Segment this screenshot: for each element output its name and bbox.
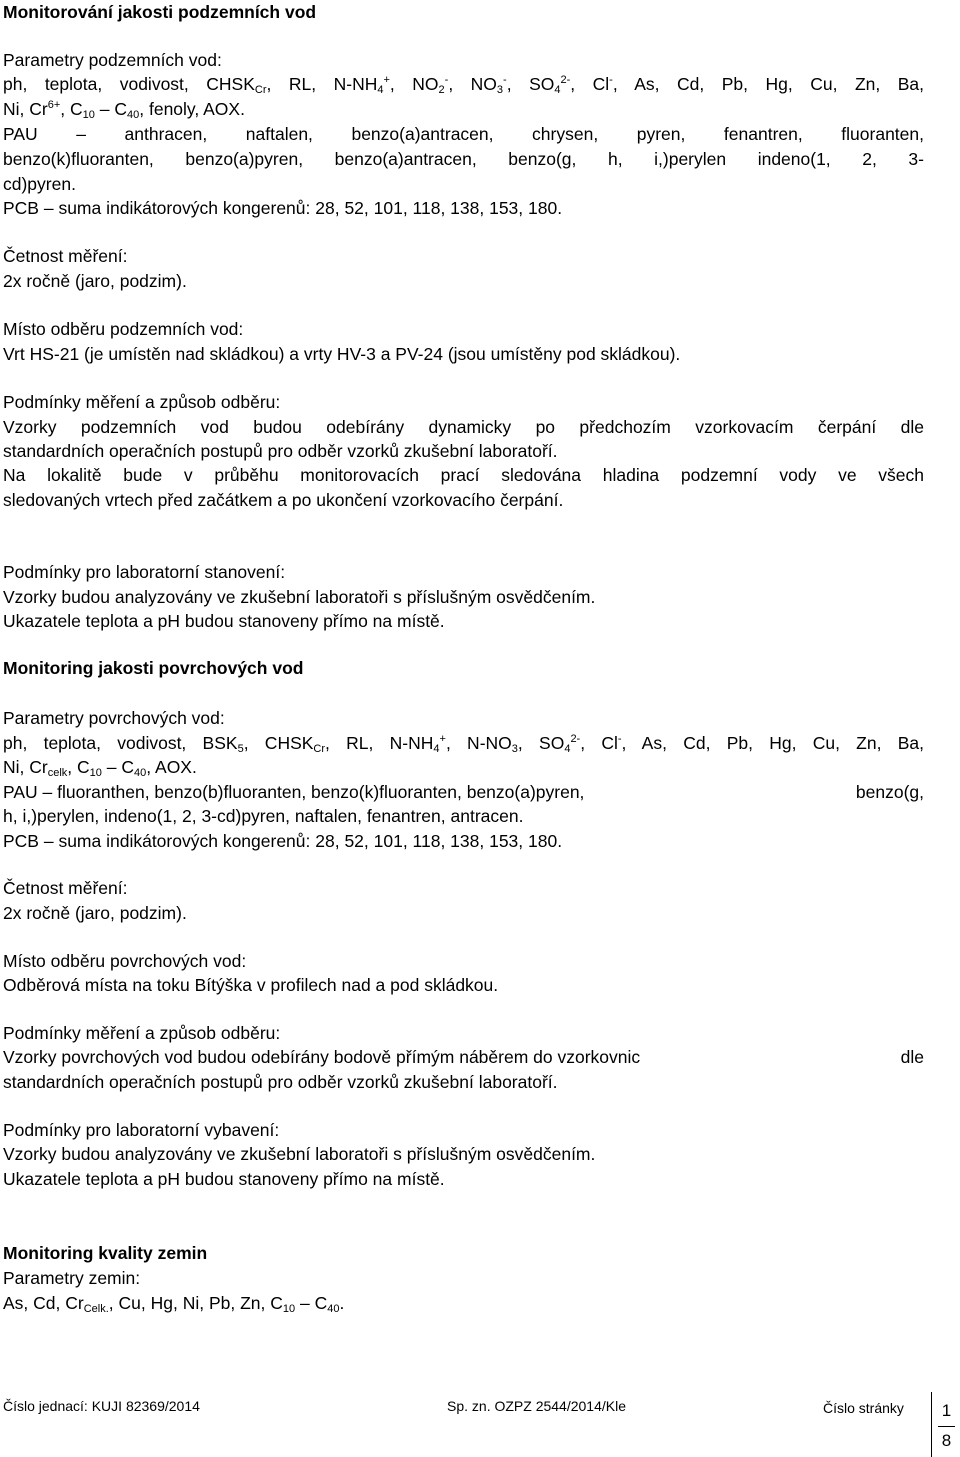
groundwater-conditions-line2: standardních operačních postupů pro odběr vzorků zkušební laboratoří. bbox=[3, 441, 558, 461]
groundwater-conditions-line1: Vzorky podzemních vod budou odebírány dynamicky po předchozím vzorkovacím čerpání dle bbox=[3, 417, 924, 437]
surface-frequency-label: Četnost měření: bbox=[3, 878, 128, 898]
groundwater-place-label: Místo odběru podzemních vod: bbox=[3, 319, 244, 339]
footer-page-total: 8 bbox=[941, 1431, 952, 1450]
groundwater-conditions-line4: sledovaných vrtech před začátkem a po ukončení vzorkovacího čerpání. bbox=[3, 490, 564, 510]
surface-place-value: Odběrová místa na toku Bítýška v profilech nad a pod skládkou. bbox=[3, 975, 499, 995]
footer-page-indicator bbox=[931, 1392, 960, 1457]
groundwater-lab-label: Podmínky pro laboratorní stanovení: bbox=[3, 562, 286, 582]
section-title-soil: Monitoring kvality zemin bbox=[3, 1243, 208, 1263]
section-title-surface-water: Monitoring jakosti povrchových vod bbox=[3, 658, 304, 678]
groundwater-params-label: Parametry podzemních vod: bbox=[3, 50, 222, 70]
groundwater-pau-line2: benzo(k)fluoranten, benzo(a)pyren, benzo(a)antracen, benzo(g, h, i,)perylen indeno(1, 2, 3- bbox=[3, 149, 924, 169]
surface-conditions-line1-right: dle bbox=[900, 1047, 924, 1067]
surface-conditions-line1 bbox=[3, 1045, 924, 1070]
section-title-groundwater: Monitorování jakosti podzemních vod bbox=[3, 2, 317, 22]
footer-page-number: 1 bbox=[941, 1401, 952, 1420]
groundwater-lab-line2: Ukazatele teplota a pH budou stanoveny přímo na místě. bbox=[3, 611, 445, 631]
page-footer bbox=[3, 1392, 960, 1457]
surface-frequency-value: 2x ročně (jaro, podzim). bbox=[3, 903, 187, 923]
groundwater-params-line2: Ni, $Cr^{6+}$, $C_{10} - C_{40}$, fenoly, AOX. bbox=[3, 99, 245, 121]
groundwater-frequency-label: Četnost měření: bbox=[3, 246, 128, 266]
groundwater-frequency-value: 2x ročně (jaro, podzim). bbox=[3, 271, 187, 291]
surface-lab-line2: Ukazatele teplota a pH budou stanoveny přímo na místě. bbox=[3, 1169, 445, 1189]
soil-params-line: As, Cd, $Cr_{Celk.}$, Cu, Hg, Ni, Pb, Zn, $C_{10} - C_{40}$. bbox=[3, 1293, 345, 1315]
surface-lab-line1: Vzorky budou analyzovány ve zkušební laboratoři s příslušným osvědčením. bbox=[3, 1144, 596, 1164]
groundwater-pcb: PCB – suma indikátorových kongerenů: 28, 52, 101, 118, 138, 153, 180. bbox=[3, 198, 563, 218]
soil-params-label: Parametry zemin: bbox=[3, 1268, 141, 1288]
footer-page-label: Číslo stránky bbox=[823, 1400, 904, 1416]
footer-page-divider bbox=[938, 1426, 955, 1427]
surface-conditions-line1-left: Vzorky povrchových vod budou odebírány bodově přímým náběrem do vzorkovnic bbox=[3, 1047, 641, 1067]
groundwater-lab-line1: Vzorky budou analyzovány ve zkušební laboratoři s příslušným osvědčením. bbox=[3, 587, 596, 607]
surface-pau-line1-right: benzo(g, bbox=[855, 782, 924, 802]
footer-file-mark: Sp. zn. OZPZ 2544/2014/Kle bbox=[447, 1398, 626, 1414]
surface-lab-label: Podmínky pro laboratorní vybavení: bbox=[3, 1120, 280, 1140]
surface-conditions-label: Podmínky měření a způsob odběru: bbox=[3, 1023, 281, 1043]
surface-params-line2: Ni, $Cr_{celk}$, $C_{10} - C_{40}$, AOX. bbox=[3, 757, 197, 779]
groundwater-pau-line1: PAU – anthracen, naftalen, benzo(a)antracen, chrysen, pyren, fenantren, fluoranten, bbox=[3, 124, 924, 144]
surface-pau-line1-left: PAU – fluoranthen, benzo(b)fluoranten, benzo(k)fluoranten, benzo(a)pyren, bbox=[3, 782, 585, 802]
surface-pau-line1 bbox=[3, 780, 924, 805]
surface-conditions-line2: standardních operačních postupů pro odběr vzorků zkušební laboratoří. bbox=[3, 1072, 558, 1092]
surface-params-line1: ph, teplota, vodivost, $BSK_5$, $CHSK_{Cr}$, RL, $N-NH_4^+$, $N-NO_3$, $SO_4^{2-}$, Cl-, As, Cd, Pb, Hg, Cu, Zn, Ba, bbox=[3, 733, 924, 755]
surface-pcb: PCB – suma indikátorových kongerenů: 28, 52, 101, 118, 138, 153, 180. bbox=[3, 831, 563, 851]
groundwater-conditions-line3: Na lokalitě bude v průběhu monitorovacích prací sledována hladina podzemní vody ve všech bbox=[3, 465, 924, 485]
groundwater-pau-line3: cd)pyren. bbox=[3, 174, 76, 194]
surface-pau-line2: h, i,)perylen, indeno(1, 2, 3-cd)pyren, naftalen, fenantren, antracen. bbox=[3, 806, 524, 826]
surface-place-label: Místo odběru povrchových vod: bbox=[3, 951, 247, 971]
groundwater-place-value: Vrt HS-21 (je umístěn nad skládkou) a vrty HV-3 a PV-24 (jsou umístěny pod skládkou). bbox=[3, 344, 681, 364]
groundwater-params-line1: ph, teplota, vodivost, $CHSK_{Cr}$, RL, $N-NH_4^+$, $NO_2^-$, $NO_3^-$, $SO_4^{2-}$, Cl-, As, Cd, Pb, Hg, Cu, Zn, Ba, bbox=[3, 74, 925, 96]
surface-params-label: Parametry povrchových vod: bbox=[3, 708, 225, 728]
footer-reference-number: Číslo jednací: KUJI 82369/2014 bbox=[3, 1398, 200, 1414]
groundwater-conditions-label: Podmínky měření a způsob odběru: bbox=[3, 392, 281, 412]
